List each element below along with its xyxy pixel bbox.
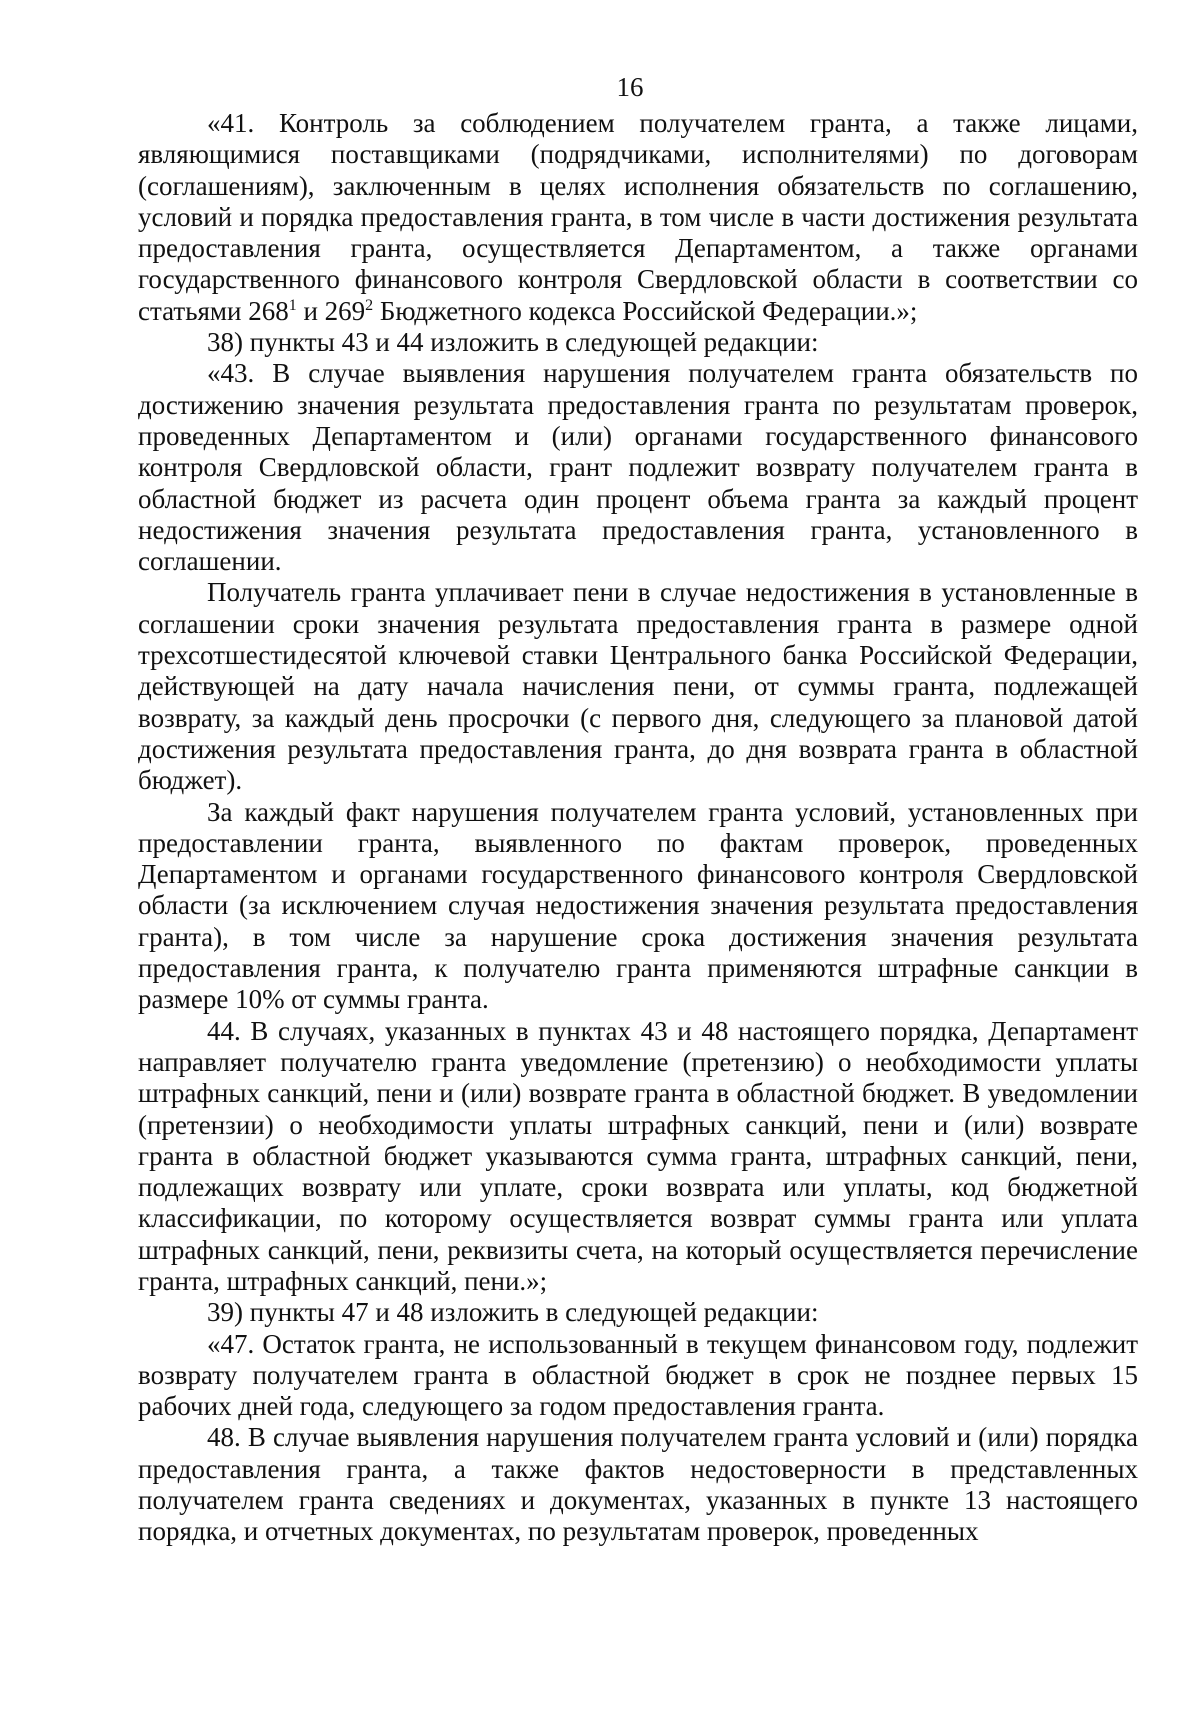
document-body	[138, 108, 1138, 1548]
superscript-269: 2	[365, 296, 374, 314]
paragraph-41-text-cont: и 269	[296, 295, 366, 326]
paragraph-44: 44. В случаях, указанных в пунктах 43 и 48 настоящего порядка, Департамент направляет получателю гранта уведомление (претензию) о необходимости уплаты штрафных санкций, пени и (или) возврате гранта в областной бюджет. В уведомлении (претензии) о необходимости уплаты штрафных санкций, пени и (или) возврате гранта в областной бюджет указываются сумма гранта, штрафных санкций, пени, подлежащих возврату или уплате, сроки возврата или уплаты, код бюджетной классификации, по которому осуществляется возврат суммы гранта или уплата штрафных санкций, пени, реквизиты счета, на который осуществляется перечисление гранта, штрафных санкций, пени.»;	[138, 1015, 1138, 1296]
superscript-268: 1	[288, 296, 297, 314]
paragraph-48: 48. В случае выявления нарушения получателем гранта условий и (или) порядка предоставления гранта, а также фактов недостоверности в представленных получателем гранта сведениях и документах, указанных в пункте 13 настоящего порядка, и отчетных документах, по результатам проверок, проведенных	[138, 1422, 1138, 1547]
paragraph-43-penalty: Получатель гранта уплачивает пени в случае недостижения в установленные в соглашении сроки значения результата предоставления гранта в размере одной трехсотшестидесятой ключевой ставки Центрального банка Российской Федерации, действующей на дату начала начисления пени, от суммы гранта, подлежащей возврату, за каждый день просрочки (с первого дня, следующего за плановой датой достижения результата предоставления гранта, до дня возврата гранта в областной бюджет).	[138, 577, 1138, 796]
paragraph-39: 39) пункты 47 и 48 изложить в следующей редакции:	[207, 1297, 819, 1328]
paragraph-43: «43. В случае выявления нарушения получателем гранта обязательств по достижению значения результата предоставления гранта по результатам проверок, проведенных Департаментом и (или) органами государственного финансового контроля Свердловской области, грант подлежит возврату получателем гранта в областной бюджет из расчета один процент объема гранта за каждый процент недостижения значения результата предоставления гранта, установленного в соглашении.	[138, 358, 1138, 577]
paragraph-38: 38) пункты 43 и 44 изложить в следующей редакции:	[207, 327, 819, 358]
paragraph-41-text: «41. Контроль за соблюдением получателем гранта, а также лицами, являющимися поставщиками (подрядчиками, исполнителями) по договорам (соглашениям), заключенным в целях исполнения обязательств по соглашению, условий и порядка предоставления гранта, в том числе в части достижения результата предоставления гранта, осуществляется Департаментом, а также органами государственного финансового контроля Свердловской области в соответствии со статьями 268	[138, 108, 1138, 326]
paragraph-41	[138, 108, 1138, 327]
paragraph-47: «47. Остаток гранта, не использованный в текущем финансовом году, подлежит возврату получателем гранта в областной бюджет в срок не позднее первых 15 рабочих дней года, следующего за годом предоставления гранта.	[138, 1328, 1138, 1422]
page-number: 16	[616, 72, 644, 102]
paragraph-43-fine: За каждый факт нарушения получателем гранта условий, установленных при предоставлении гранта, выявленного по фактам проверок, проведенных Департаментом и органами государственного финансового контроля Свердловской области (за исключением случая недостижения значения результата предоставления гранта), в том числе за нарушение срока достижения значения результата предоставления гранта, к получателю гранта применяются штрафные санкции в размере 10% от суммы гранта.	[138, 796, 1138, 1015]
paragraph-41-text-end: Бюджетного кодекса Российской Федерации.»;	[373, 295, 918, 326]
